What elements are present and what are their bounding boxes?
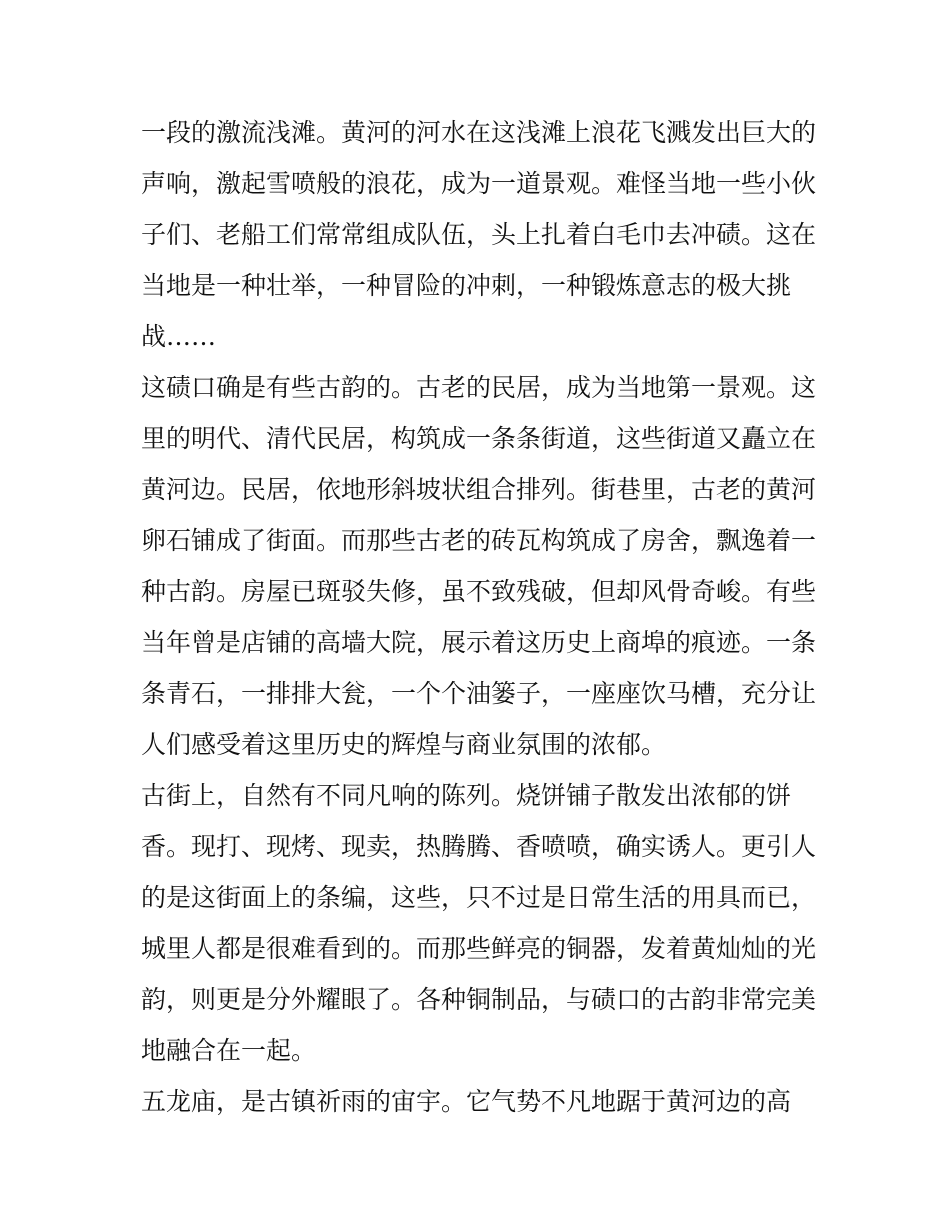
text-line: 战……: [141, 322, 217, 351]
text-line: 声响，激起雪喷般的浪花，成为一道景观。难怪当地一些小伙: [141, 169, 817, 198]
text-line: 当年曾是店铺的高墙大院，展示着这历史上商埠的痕迹。一条: [141, 628, 817, 657]
text-line: 香。现打、现烤、现卖，热腾腾、香喷喷，确实诱人。更引人: [141, 832, 817, 861]
text-line: 这碛口确是有些古韵的。古老的民居，成为当地第一景观。这: [141, 373, 817, 402]
text-line: 古街上，自然有不同凡响的陈列。烧饼铺子散发出浓郁的饼: [141, 781, 792, 810]
text-line: 子们、老船工们常常组成队伍，头上扎着白毛巾去冲碛。这在: [141, 220, 817, 249]
text-line: 卵石铺成了街面。而那些古老的砖瓦构筑成了房舍，飘逸着一: [141, 526, 817, 555]
text-line: 当地是一种壮举，一种冒险的冲刺，一种锻炼意志的极大挑: [141, 271, 792, 300]
text-line: 里的明代、清代民居，构筑成一条条街道，这些街道又矗立在: [141, 424, 817, 453]
body-text: [141, 107, 821, 1127]
text-line: 韵，则更是分外耀眼了。各种铜制品，与碛口的古韵非常完美: [141, 985, 817, 1014]
text-line: 城里人都是很难看到的。而那些鲜亮的铜器，发着黄灿灿的光: [141, 934, 817, 963]
text-line: 的是这街面上的条编，这些，只不过是日常生活的用具而已，: [141, 883, 817, 912]
text-line: 人们感受着这里历史的辉煌与商业氛围的浓郁。: [141, 730, 667, 759]
text-line: 五龙庙，是古镇祈雨的宙宇。它气势不凡地踞于黄河边的高: [141, 1087, 792, 1116]
text-line: 一段的激流浅滩。黄河的河水在这浅滩上浪花飞溅发出巨大的: [141, 118, 817, 147]
text-line: 黄河边。民居，依地形斜坡状组合排列。街巷里，古老的黄河: [141, 475, 817, 504]
text-line: 地融合在一起。: [141, 1036, 317, 1065]
text-line: 种古韵。房屋已斑驳失修，虽不致残破，但却风骨奇峻。有些: [141, 577, 817, 606]
text-line: 条青石，一排排大瓮，一个个油篓子，一座座饮马槽，充分让: [141, 679, 817, 708]
